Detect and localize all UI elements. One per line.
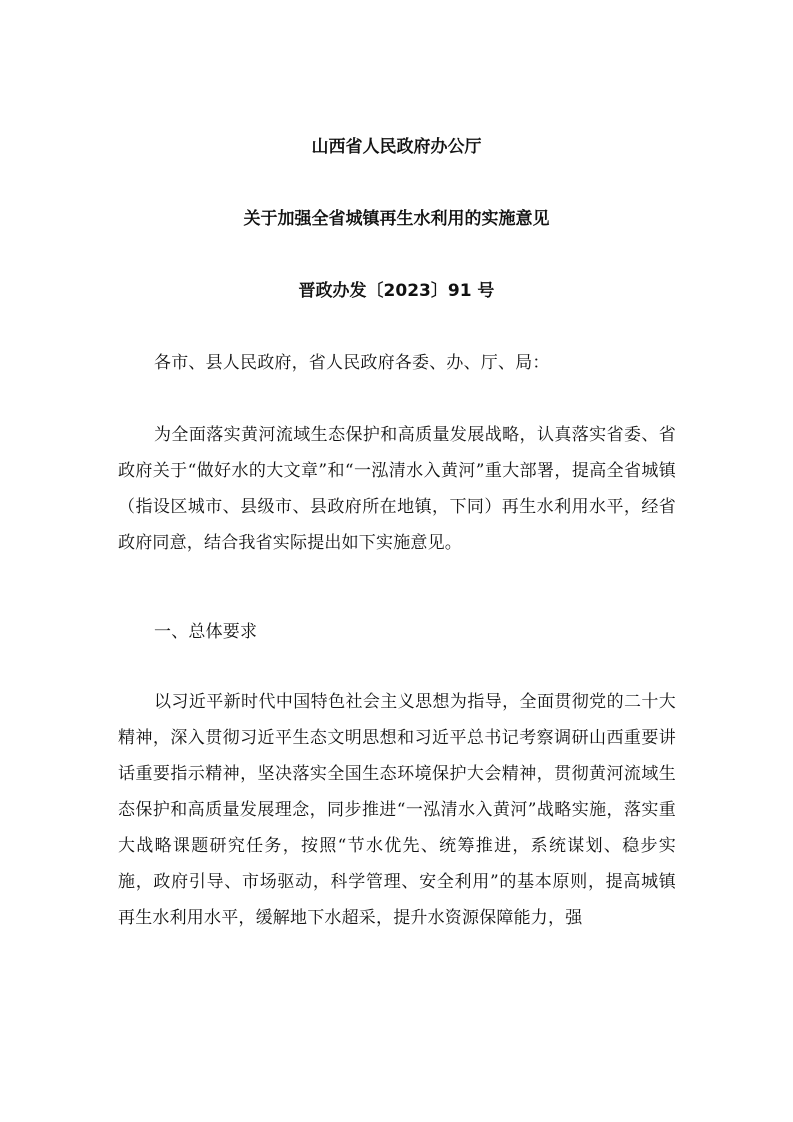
section-heading: 一、总体要求 (154, 622, 258, 642)
intro-paragraph: 为全面落实黄河流域生态保护和高质量发展战略，认真落实省委、省政府关于“做好水的大文章”和“一泓清水入黄河”重大部署，提高全省城镇（指设区城市、县级市、县政府所在地镇，下同）再生水利用水平，经省政府同意，结合我省实际提出如下实施意见。 (118, 425, 676, 553)
issuer-title: 山西省人民政府办公厅 (311, 137, 482, 157)
document-title: 关于加强全省城镇再生水利用的实施意见 (243, 209, 550, 229)
document-number: 晋政办发〔2023〕91 号 (298, 281, 495, 301)
salutation: 各市、县人民政府，省人民政府各委、办、厅、局： (154, 353, 550, 373)
section-paragraph: 以习近平新时代中国特色社会主义思想为指导，全面贯彻党的二十大精神，深入贯彻习近平生态文明思想和习近平总书记考察调研山西重要讲话重要指示精神，坚决落实全国生态环境保护大会精神，贯彻黄河流域生态保护和高质量发展理念，同步推进“一泓清水入黄河”战略实施，落实重大战略课题研究任务，按照“节水优先、统筹推进，系统谋划、稳步实施，政府引导、市场驱动，科学管理、安全利用”的基本原则，提高城镇再生水利用水平，缓解地下水超采，提升水资源保障能力，强 (118, 692, 676, 928)
